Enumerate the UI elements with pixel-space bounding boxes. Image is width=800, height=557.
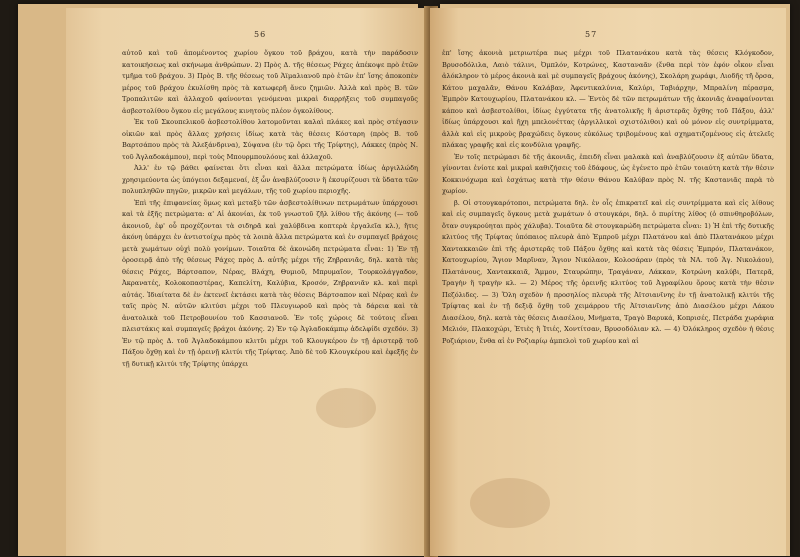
left-page <box>66 8 432 556</box>
right-page-text <box>442 48 774 347</box>
paper-stain <box>316 388 376 428</box>
paragraph: Ἐκ τοῦ Σκουπελικοῦ ἀσβεστολίθου λατομοῦνται καλαὶ πλάκες καὶ πρὸς στέγασιν οἰκιῶν καὶ πρὸς ἄλλας χρήσεις ἰδίως κατὰ τὰς θέσεις Κόσταρη (πρὸς Β. τοῦ Βαρτσάπου πρὸς τὰ Ἀλεξάνδρινα), Σύψανα (ἐν τῷ ὄρει τῆς Τρίφτης), Λάκκες (πρὸς Ν. τοῦ Ἀγλαδοκάμπου), περὶ τοὺς Μπουρμπουλόους καὶ ἀλλαχοῦ. <box>122 118 418 161</box>
paper-stain <box>470 478 550 528</box>
paragraph: Ἐν τοῖς πετρώμασι δὲ τῆς ἀκονιᾶς, ἐπειδὴ εἶναι μαλακὰ καὶ ἀναβλύζουσιν ἐξ αὐτῶν ὕδατα, γίνονται ἐνίοτε καὶ μικραὶ καθιζήσεις τοῦ ἐδάφους, ὡς ἐγένετο πρὸ ἐτῶν τοιαύτη κατὰ τὴν θέσιν Κοκκινόχωμα καὶ ἐσχάτως κατὰ τὴν θέσιν Θάνου Καλύβαν πρὸς Ν. τῆς Καστανιᾶς παρὰ τὸ χωρίον. <box>442 152 774 195</box>
paragraph: Ἀλλ' ἐν τῷ βάθει φαίνεται ὅτι εἶναι καὶ ἄλλα πετρώματα ἰδίως ἀργιλλώδη χρησιμεύοντα ὡς ὑπόγειοι δεξαμεναί, ἐξ ὧν ἀναβλύζουσιν ἢ ἐκσυρίζουσι τὰ ὕδατα τῶν πολυπληθῶν πηγῶν, μικρῶν καὶ μεγάλων, τῆς τοῦ χωρίου περιοχῆς. <box>122 164 418 195</box>
page-number-right: 57 <box>585 30 598 39</box>
paragraph: αὐτοῦ καὶ τοῦ ἀπομένοντος χωρίου ὄγκου τοῦ βράχου, κατὰ τὴν παράδοσιν κατοικήσεως καὶ σκήνωμα ἀνθρώπων. 2) Πρὸς Δ. τῆς θέσεως Ράχες ἀπέκοψε πρὸ ἐτῶν τμῆμα τοῦ βράχου. 3) Πρὸς Β. τῆς θέσεως τοῦ Ἀϊμαλιανοῦ πρὸ ἐτῶν ἐπ' ἴσης ἀποκοπὲν μέρος τοῦ βράχου ἐκυλίσθη πρὸς τὰ κατωφερῆ ἄνευ ζημιῶν. Ἀλλὰ καὶ πρὸς Β. τῶν Τροπαλιτῶν καὶ ἀλλαχοῦ φαίνονται γενόμεναι μικραὶ διαρρήξεις τοῦ συμπαγοῦς ἀσβεστολίθου ὄγκου εἰς μεγάλους κινητοὺς πλέον ὀγκολίθους. <box>122 49 418 115</box>
paragraph: ἐπ' ἴσης ἀκονιὰ μετριωτέρα πως μέχρι τοῦ Πλατανάκου κατὰ τὰς θέσεις Κλόγκοδον, Βρυσοδόλιλα, Λαιὸ τάλινι, Ὀμπλόν, Κοτρώνες, Κασταναᾶν (ἔνθα περὶ τὸν ἐφόν οἶκον εἶναι ἀλόκληρον τὸ μέρος ἀκονιὰ καὶ μὲ συμπαγεῖς βράχους ἀκόνης), Σκολάρη χωράφι, Λιοδῆς τῆ ὄρσα, Κάτου μαχαλᾶν, Θάνου Καλάβαν, Ἀφεντικαλύνια, Καλύρι, Ταβιάρχην, Μπραλίνη πέρασμα, Ἐμπρὸν Κατουχωρίου, Πλατανάκου κλ. — Ἐντὸς δὲ τῶν πετρωμάτων τῆς ἀκονιᾶς ἀναφαίνονται κάπου καὶ ἀσβεστολίθοι, ἰδίως ἐγγύτατα τῆς ἀνατολικῆς ἢ ἀριστερᾶς ὄχθης τοῦ Πάξου, ἀλλ' ἰδίως ὑπάρχουσι καὶ ἤχη μπελονέττας (ἀργιλλικοὶ σχιστόλιθοι) καὶ οὐ μόνον εἰς συντρίμματα, ἀλλὰ καὶ εἰς μικροὺς βραχώδεις ὄγκους εὐκόλως τριβομένους καὶ σχηματιζομένους εἰς ἀτελεῖς πλάκας γραφῆς καὶ εἰς κονδύλια γραφῆς. <box>442 49 774 149</box>
page-number-left: 56 <box>254 30 267 39</box>
paragraph: β. Οἱ στουγκαρότοποι, πετρώματα δηλ. ἐν οἷς ἐπικρατεῖ καὶ εἰς συντρίμματα καὶ εἰς λίθους καὶ εἰς συμπαγεῖς ὄγκους μετὰ χωμάτων ὁ στουγκάρι, δηλ. ὁ πυρίτης λίθος (ὁ σπινθηροβόλων, ὅταν συγκρούηται πρὸς χάλυβα). Τοιαῦτα δὲ στουγκαρώδη πετρώματα εἶναι: 1) Ἡ ἐπὶ τῆς δυτικῆς κλιτύος τῆς Τρίφτας ὑπόπαιος πλευρὰ ἀπὸ Ἐμπροῦ μέχρι Πλατάνου καὶ ἀπὸ Πλατανάκου μέχρι Χαντακκαιῶν ἐπὶ τῆς ἀριστερᾶς τοῦ Πάξου ὄχθης καὶ κατὰ τὰς θέσεις Ἐμπρόν, Πλατανάκον, Κατουχωρίου, Ἅγιον Μαρῖναν, Ἅγιον Νικόλαον, Κολοσάραν (πρὸς τὰ ΝΑ. τοῦ Ἁγ. Νικολάου), Πλατάνους, Χαντακκαιᾶ, Ἅμμον, Σταυρώπην, Τραγάναν, Λάκκαν, Κοτρώνη καλύβι, Πατερᾶ, Τραγὴν ἢ τραγὴν κλ. — 2) Μέρος τῆς ὀρεινῆς κλιτύος τοῦ Ἀγραφίλου ὄρους κατὰ τὴν θέσιν Πεζόλιδες. — 3) Ὅλη σχεδὸν ἡ προσηλίος πλευρὰ τῆς Ἀϊτσιανῖνης ἐν τῇ ἀνατολικῇ κλιτύι τῆς Τρίφτας καὶ ἐν τῇ δεξιᾷ ὄχθῃ τοῦ χειμάρρου τῆς Ἀϊτσιανῖνης ἀπὸ Διασέλου μέχρι Λάκου Διασέλου, δηλ. κατὰ τὰς θέσεις Διασέλου, Μνήματα, Τραγὸ Βαρυκά, Κοπρισές, Πετράδα χωράφια Μελιόν, Πλακοχώρι, Ἐτιὲς ἢ Ἰτιές, Χοντίτσαν, Βρυσοδόλιαν κλ. — 4) Ὁλόκληρος σχεδὸν ἡ θέσις Ροζιάριον, ἔνθα αἱ ἐν Ροζιαρίῳ ἀμπελοὶ τοῦ χωρίου καὶ αἱ <box>442 198 774 345</box>
right-page <box>430 8 786 556</box>
left-page-text <box>122 48 418 370</box>
paragraph: Ἐπὶ τῆς ἐπιφανείας ὅμως καὶ μεταξὺ τῶν ἀσβεστολίθινων πετρωμάτων ὑπάρχουσι καὶ τὰ ἑξῆς πετρώματα: α' Αἱ ἀκονίαι, ἐκ τοῦ γνωστοῦ ζῆλ λίθου τῆς ἀκόνης (— τοῦ ἀκονιοῦ, ἐφ' οὗ προχέζονται τὰ σιδηρᾶ καὶ χαλύβδινα κοπτερὰ ἐργαλεῖα κλ.), ἥτις ἀκόνη ὑπάρχει ἐν ἀντιστοίχῳ πρὸς τὰ λοιπὰ ἄλλα πετρώματα καὶ ἐν συμπαγεῖ βράχοις μετὰ χωμάτων οὐχὶ πολὺ γονίμων. Τοιαῦτα δὲ ἀκονώδη πετρώματα εἶναι: 1) Ἐν τῇ ὀροσειρᾷ ἀπὸ τῆς θέσεως Ράχες πρὸς Δ. αὐτῆς μέχρι τῆς Ζηβρανιᾶς, δηλ. κατὰ τὰς θέσεις Ράχες, Βάρτσαπον, Νέρας, Βλάχη, Θυμιοῦ, Μπρυμαῖον, Τουρκολάγγαδον, Ἀκρανατές, Κολοκοπαστέρας, Καπελίτη, Καλύβια, Κροσόν, Ζηβρανιᾶν κλ. καὶ περὶ αὐτάς. Ἰδιαίτατα δὲ ἐν ἐκτενεῖ ἐκτάσει κατὰ τὰς θέσεις Βάρτσαπον καὶ Νέρας καὶ ἐν ταῖς πρὸς Ν. αὐτῶν κλιτύσι μέχρι τοῦ Πλευγιωροῦ καὶ πρὸς τὰ δάρεια καὶ τὰ ἀνατολικὰ τοῦ Πετροβουνίου τοῦ Κασσιανοῦ. Ἐν τοῖς χώροις δὲ τούτοις εἶναι πλειστάκις καὶ συμπαγεῖς βράχοι ἀκόνης. 2) Ἐν τῷ Ἀγλαδοκάμπῳ ἀδελφίδι σχεδόν. 3) Ἐν τῷ πρὸς Δ. τοῦ Ἀγλαδοκάμπου κλιτῦι μέχρι τοῦ Κλουγκέρου ἐν τῇ ἀριστερᾷ τοῦ Πάξου ὄχθῃ καὶ ἐν τῇ ὀρεινῇ κλιτύι τῆς Τρίφτας. Ἀπὸ δὲ τοῦ Κλουγκέρου καὶ ἐφεξῆς ἐν τῇ δυτικῇ κλιτύι τῆς Τρίφτης ὑπάρχει <box>122 198 418 368</box>
